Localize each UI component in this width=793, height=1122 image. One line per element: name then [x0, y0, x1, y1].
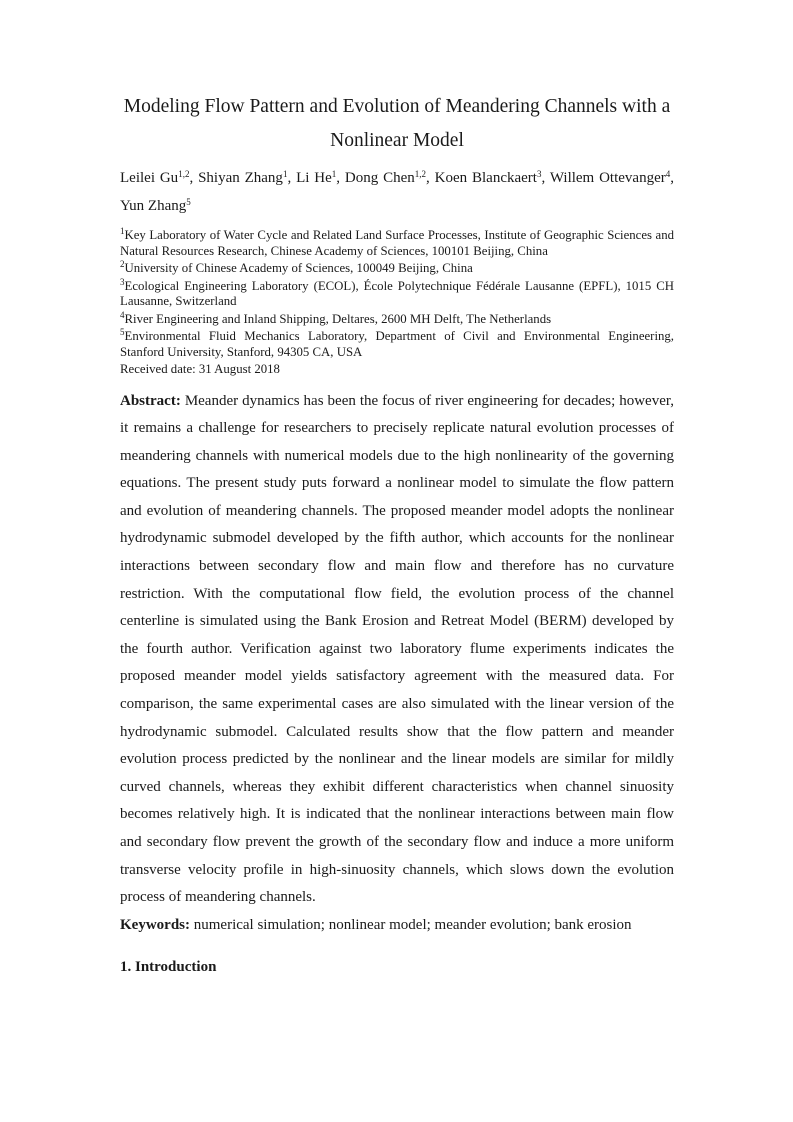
section-heading: 1. Introduction	[120, 959, 217, 976]
author	[296, 170, 345, 186]
affiliation-text: University of Chinese Academy of Sciences, 100049 Beijing, China	[124, 261, 473, 275]
affiliation-list	[120, 228, 674, 360]
author	[198, 170, 296, 186]
author-affiliation-mark: 1	[331, 169, 337, 179]
affiliation-mark: 4	[120, 309, 125, 320]
affiliation-mark: 2	[120, 259, 125, 269]
author-separator: ,	[189, 170, 199, 186]
affiliation	[120, 261, 674, 277]
keywords	[120, 912, 674, 940]
author-affiliation-mark: 1,2	[178, 169, 190, 179]
affiliation-text: Ecological Engineering Laboratory (ECOL), École Polytechnique Fédérale Lausanne (EPFL), 1015 CH Lausanne, Switzerland	[120, 278, 674, 308]
author-affiliation-mark: 5	[186, 197, 191, 207]
keywords-text: numerical simulation; nonlinear model; meander evolution; bank erosion	[193, 916, 632, 933]
affiliation	[120, 329, 674, 360]
author-separator: ,	[541, 170, 550, 186]
affiliation	[120, 309, 674, 328]
affiliation-mark: 5	[120, 327, 125, 337]
author-name: Shiyan Zhang	[198, 170, 283, 186]
author-separator: ,	[336, 170, 345, 186]
paper-page	[120, 90, 681, 977]
affiliation-mark: 3	[120, 276, 125, 287]
keywords-label: Keywords:	[120, 916, 190, 933]
abstract	[120, 388, 674, 912]
author	[435, 170, 550, 186]
author-affiliation-mark: 1	[282, 169, 288, 179]
affiliation-mark: 1	[120, 226, 125, 236]
author-affiliation-mark: 4	[665, 169, 671, 179]
paper-title: Modeling Flow Pattern and Evolution of Meandering Channels with a Nonlinear Model	[123, 96, 671, 151]
author	[120, 198, 191, 214]
author	[120, 170, 198, 186]
author-name: Koen Blanckaert	[434, 170, 537, 186]
author-name: Leilei Gu	[120, 170, 179, 186]
author-name: Li He	[296, 170, 332, 186]
author-name: Willem Ottevanger	[549, 170, 666, 186]
abstract-text: Meander dynamics has been the focus of river engineering for decades; however, it remains a challenge for researchers to precisely replicate natural evolution processes of meandering channels with numerical models due to the high nonlinearity of the governing equations. The present study puts forward a nonlinear model to simulate the flow pattern and evolution of meandering channels. The proposed meander model adopts the nonlinear hydrodynamic submodel developed by the fifth author, which accounts for the nonlinear interactions between secondary flow and main flow and therefore has no curvature restriction. With the computational flow field, the evolution process of the channel centerline is simulated using the Bank Erosion and Retreat Model (BERM) developed by the fourth author. Verification against two laboratory flume experiments indicates the proposed meander model yields satisfactory agreement with the measured data. For comparison, the same experimental cases are also simulated with the linear version of the hydrodynamic submodel. Calculated results show that the flow pattern and meander evolution process predicted by the nonlinear and the linear models are similar for mildly curved channels, whereas they exhibit different characteristics when channel sinuosity becomes relatively high. It is indicated that the nonlinear interactions between main flow and secondary flow prevent the growth of the secondary flow and induce a more uniform transverse velocity profile in high-sinuosity channels, which slows down the evolution process of meandering channels.	[120, 392, 675, 906]
author	[345, 170, 435, 186]
affiliation-text: Environmental Fluid Mechanics Laboratory, Department of Civil and Environmental Engineering, Stanford University, Stanford, 94305 CA, USA	[120, 329, 674, 359]
author-separator: ,	[426, 170, 435, 186]
author	[550, 170, 681, 186]
author-name: Dong Chen	[344, 170, 415, 186]
affiliation-text: Key Laboratory of Water Cycle and Related Land Surface Processes, Institute of Geographic Sciences and Natural Resources Research, Chinese Academy of Sciences, 100101 Beijing, China	[120, 228, 674, 258]
author-affiliation-mark: 3	[536, 169, 542, 179]
affiliation	[120, 276, 674, 310]
affiliation-text: River Engineering and Inland Shipping, Deltares, 2600 MH Delft, The Netherlands	[124, 311, 552, 326]
abstract-label: Abstract:	[120, 392, 181, 409]
received-date: Received date: 31 August 2018	[120, 362, 280, 376]
author-separator: ,	[287, 170, 297, 186]
author-affiliation-mark: 1,2	[414, 169, 427, 179]
affiliation	[120, 228, 674, 259]
author-separator: ,	[670, 170, 681, 186]
author-list	[120, 164, 681, 220]
author-name: Yun Zhang	[120, 198, 187, 214]
